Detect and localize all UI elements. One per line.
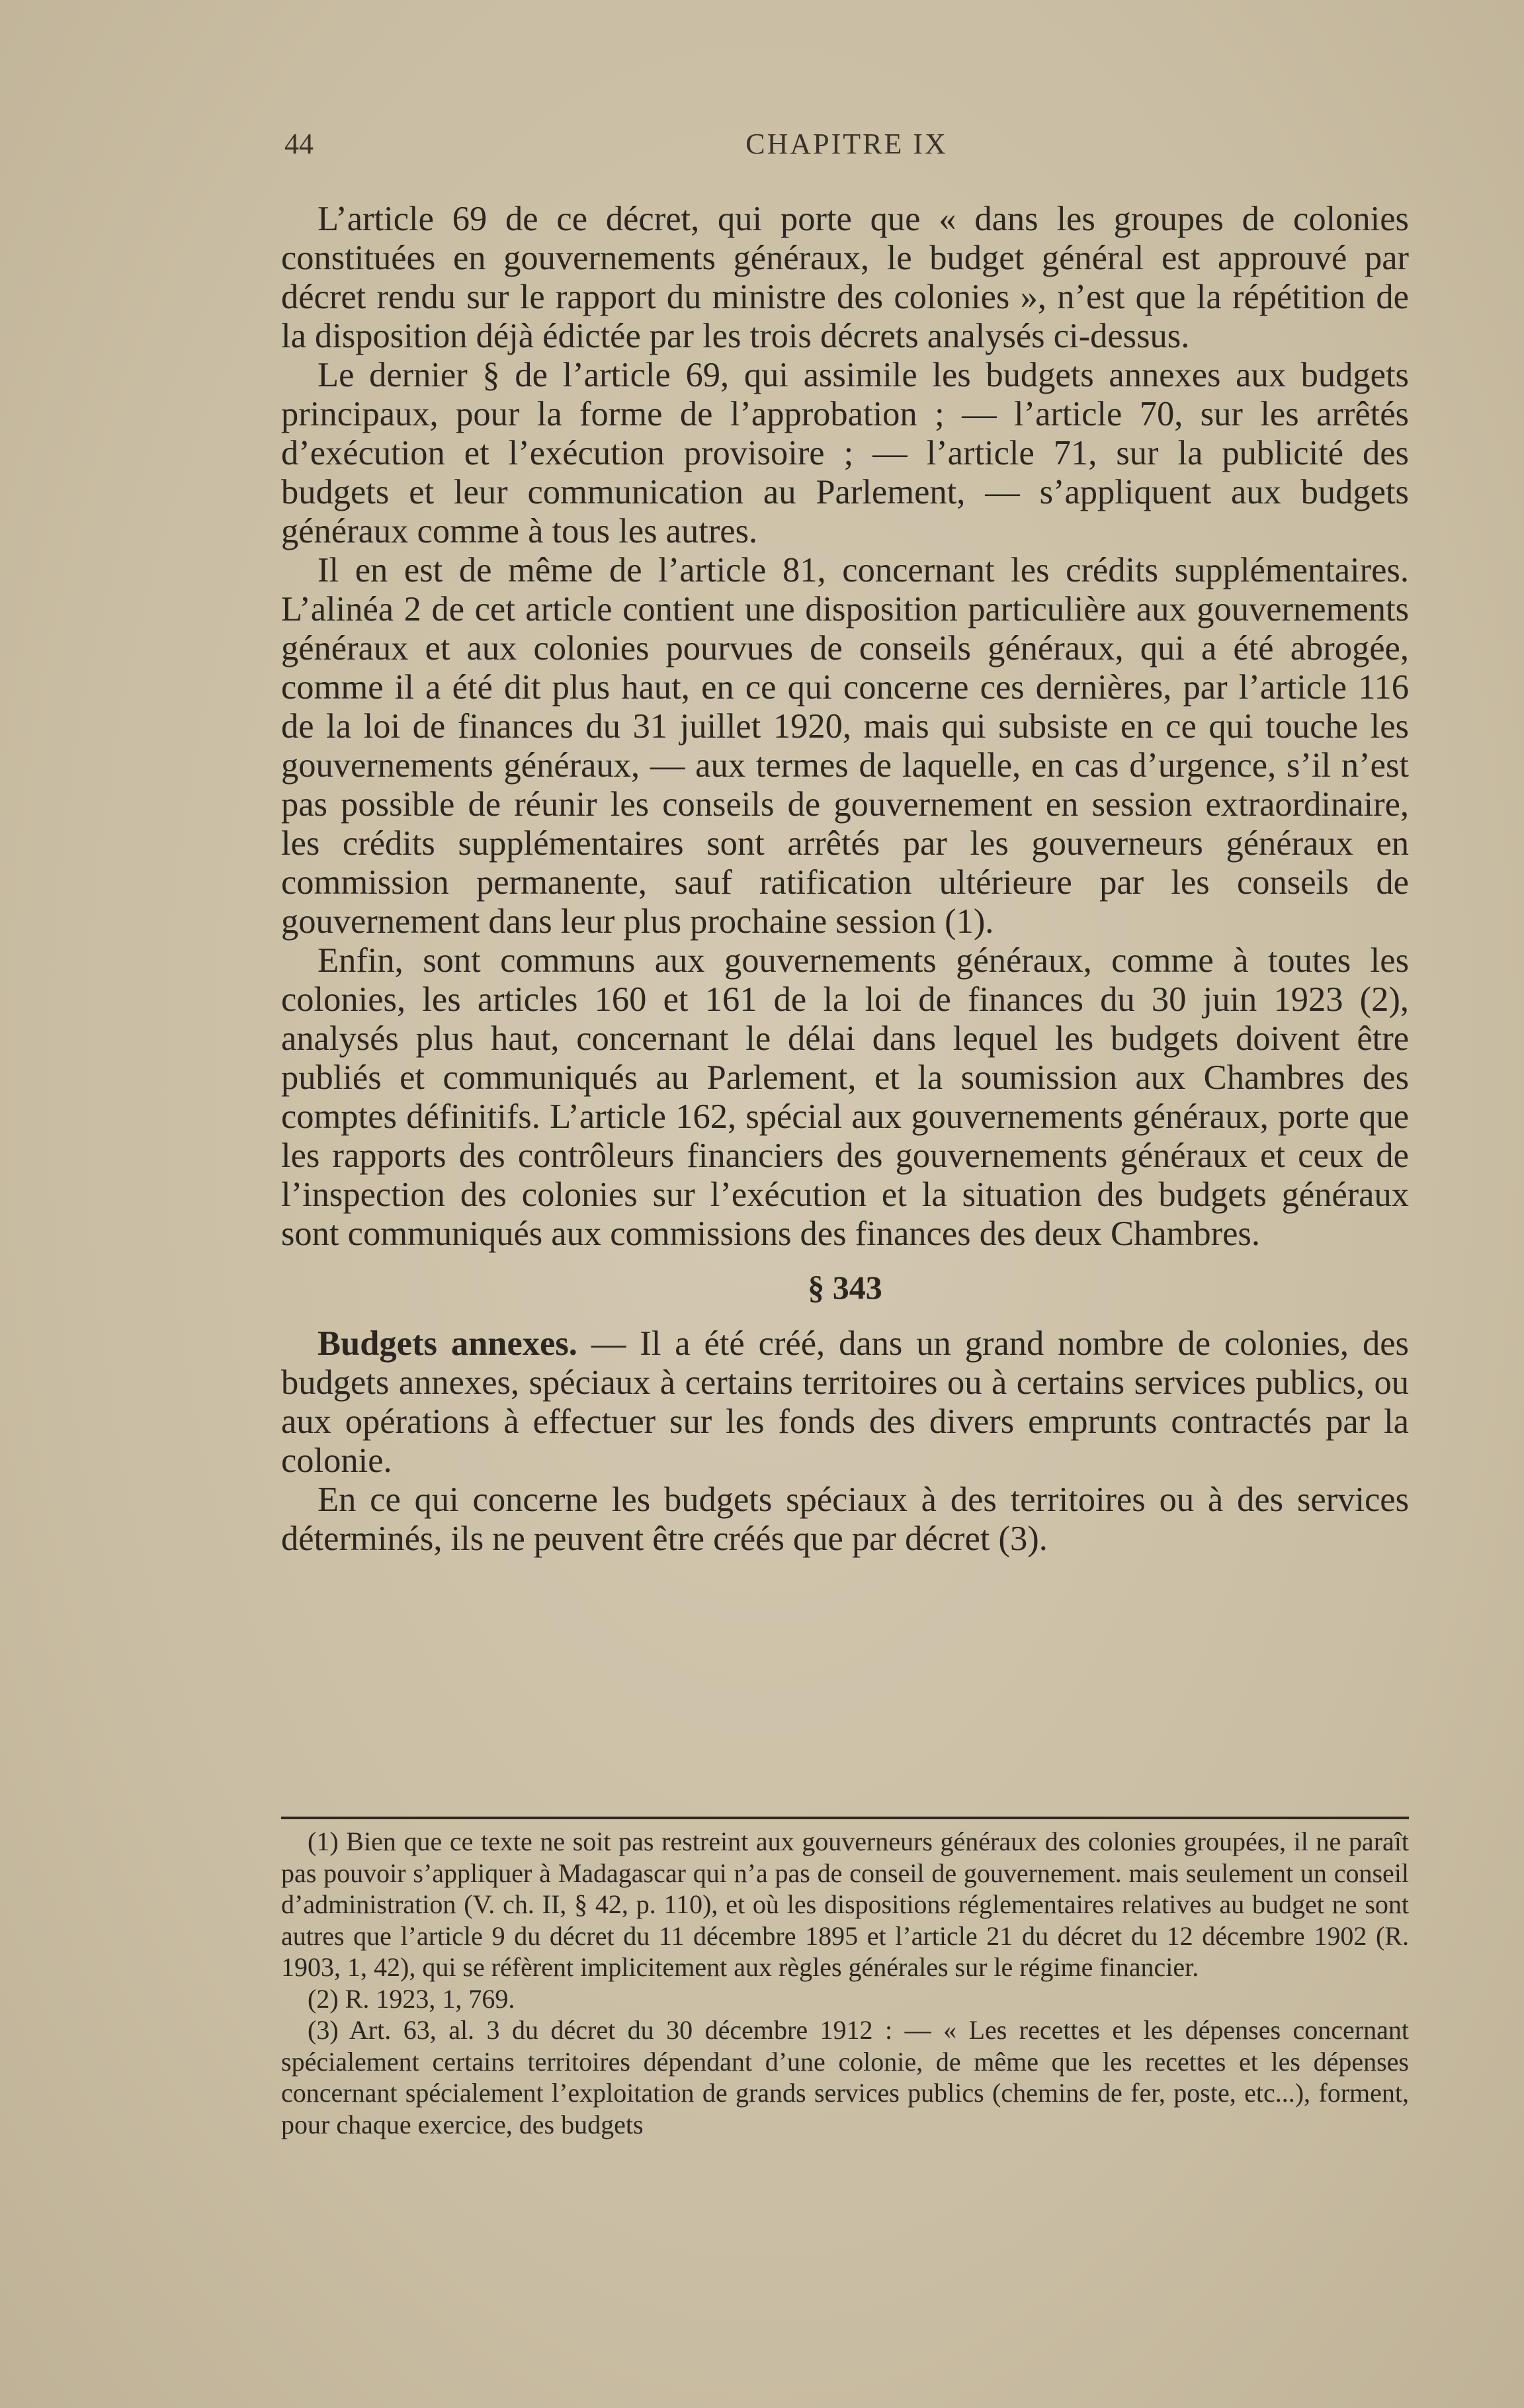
footnotes bbox=[281, 1826, 1409, 2140]
paragraph-2: Le dernier § de l’article 69, qui assimile les budgets annexes aux budgets principaux, pour la forme de l’approbation ; — l’article 70, sur les arrêtés d’exécution et l’exécution provisoire ; — l’article 71, sur la publicité des budgets et leur communication au Parlement, — s’appliquent aux budgets généraux comme à tous les autres. bbox=[281, 356, 1409, 550]
running-head: CHAPITRE IX bbox=[745, 128, 948, 160]
page-header bbox=[284, 127, 1409, 173]
section-heading: § 343 bbox=[808, 1269, 882, 1306]
paragraph-1: L’article 69 de ce décret, qui porte que « dans les groupes de colonies constituées en gouvernements généraux, le budget général est approuvé par décret rendu sur le rapport du ministre des colonies », n’est que la répétition de la disposition déjà édictée par les trois décrets analysés ci-dessus. bbox=[281, 200, 1409, 355]
footnote-divider bbox=[281, 1817, 1409, 1819]
page-number: 44 bbox=[284, 128, 314, 160]
paragraph-5 bbox=[281, 1324, 1409, 1481]
paragraph-6: En ce qui concerne les budgets spéciaux à des territoires ou à des services déterminés, ils ne peuvent être créés que par décret (3). bbox=[281, 1481, 1409, 1558]
footnote-2: (2) R. 1923, 1, 769. bbox=[308, 1983, 515, 2014]
footnote-1: (1) Bien que ce texte ne soit pas restreint aux gouverneurs généraux des colonies groupées, il ne paraît pas pouvoir s’appliquer à Madagascar qui n’a pas de conseil de gouvernement. mais seulement un conseil d’administration (V. ch. II, § 42, p. 110), et où les dispositions réglementaires relatives au budget ne sont autres que l’article 9 du décret du 11 décembre 1895 et l’article 21 du décret du 12 décembre 1902 (R. 1903, 1, 42), qui se réfèrent implicitement aux règles générales sur le régime financier. bbox=[281, 1827, 1409, 1982]
paragraph-5-text: — Il a été créé, dans un grand nombre de colonies, des budgets annexes, spéciaux à certains territoires ou à certains services publics, ou aux opérations à effectuer sur les fonds des divers emprunts contractés par la colonie. bbox=[281, 1324, 1409, 1480]
main-text bbox=[281, 200, 1409, 1559]
paragraph-3: Il en est de même de l’article 81, concernant les crédits supplémentaires. L’alinéa 2 de cet article contient une disposition particulière aux gouvernements généraux et aux colonies pourvues de conseils généraux, qui a été abrogée, comme il a été dit plus haut, en ce qui concerne ces dernières, par l’article 116 de la loi de finances du 31 juillet 1920, mais qui subsiste en ce qui touche les gouvernements généraux, — aux termes de laquelle, en cas d’urgence, s’il n’est pas possible de réunir les conseils de gouvernement en session extraordinaire, les crédits supplémentaires sont arrêtés par les gouverneurs généraux en commission permanente, sauf ratification ultérieure par les conseils de gouvernement dans leur plus prochaine session (1). bbox=[281, 551, 1409, 941]
footnote-3: (3) Art. 63, al. 3 du décret du 30 décembre 1912 : — « Les recettes et les dépenses concernant spécialement certains territoires dépendant d’une colonie, de même que les recettes et les dépenses concernant spécialement l’exploitation de grands services publics (chemins de fer, poste, etc...), forment, pour chaque exercice, des budgets bbox=[281, 2015, 1409, 2139]
paragraph-5-heading: Budgets annexes. bbox=[318, 1324, 577, 1363]
paragraph-4: Enfin, sont communs aux gouvernements généraux, comme à toutes les colonies, les articles 160 et 161 de la loi de finances du 30 juin 1923 (2), analysés plus haut, concernant le délai dans lequel les budgets doivent être publiés et communiqués au Parlement, et la soumission aux Chambres des comptes définitifs. L’article 162, spécial aux gouvernements généraux, porte que les rapports des contrôleurs financiers des gouvernements généraux et ceux de l’inspection des colonies sur l’exécution et la situation des budgets généraux sont communiqués aux commissions des finances des deux Chambres. bbox=[281, 941, 1409, 1253]
